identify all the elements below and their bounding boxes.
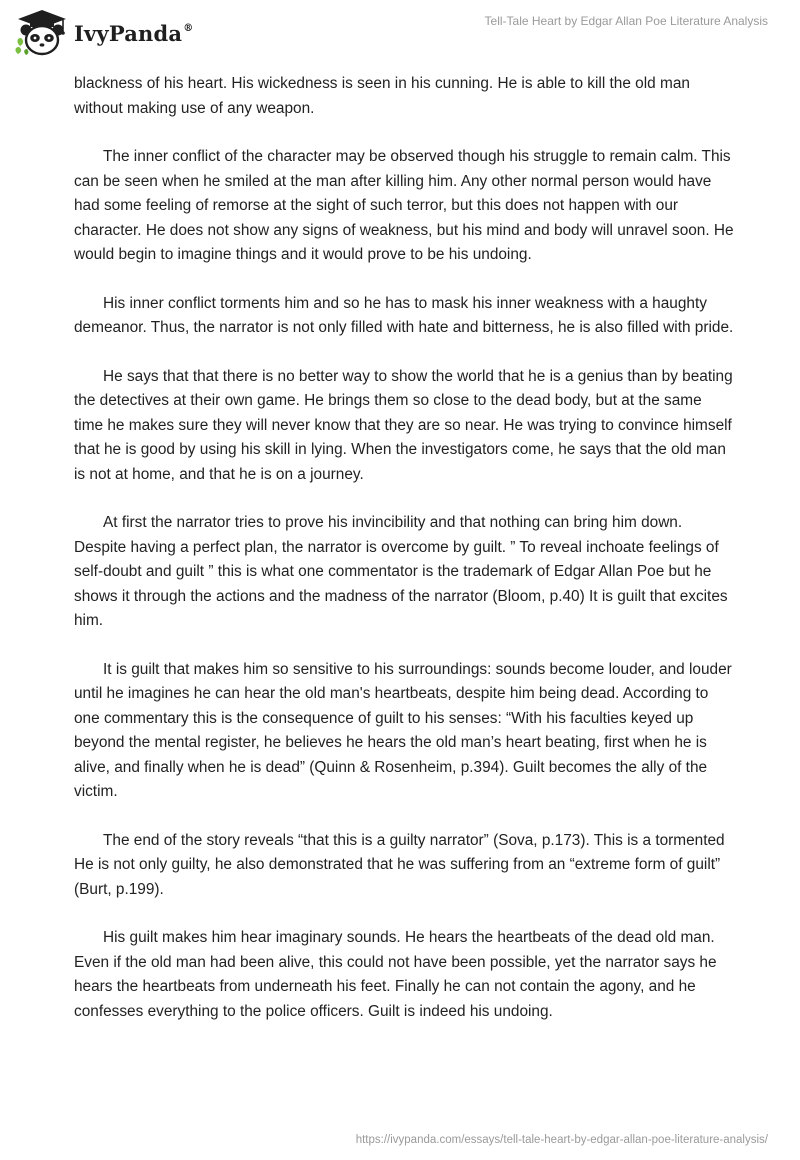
- paragraph: It is guilt that makes him so sensitive to his surroundings: sounds become louder, and louder until he imagines he can hear the old man's heartbeats, despite him being dead. According to one commentary this is the consequence of guilt to his senses: “With his faculties keyed up beyond the mental register, he believes he hears the old man’s heart beating, first when he is alive, and finally when he is dead” (Quinn & Rosenheim, p.394). Guilt becomes the ally of the victim.: [74, 660, 732, 800]
- paragraph: He says that that there is no better way to show the world that he is a genius than by beating the detectives at their own game. He brings them so close to the dead body, but at the same time he makes sure they will never know that they are so near. He was trying to convince himself that he is good by using his skill in lying. When the investigators come, he says that the old man is not at home, and that he is on a journey.: [74, 367, 733, 483]
- essay-body: [74, 72, 734, 1048]
- paragraph: His guilt makes him hear imaginary sounds. He hears the heartbeats of the dead old man. Even if the old man had been alive, this could not have been possible, yet the narrator says he hears the heartbeats from underneath his feet. Finally he can not contain the agony, and he confesses everything to the police officers. Guilt is indeed his undoing.: [74, 929, 717, 1020]
- page-header: [0, 0, 800, 60]
- brand-name: IvyPanda®: [74, 20, 194, 46]
- document-title: Tell-Tale Heart by Edgar Allan Poe Literature Analysis: [484, 14, 768, 28]
- registered-mark: ®: [183, 22, 194, 34]
- paragraph: At first the narrator tries to prove his invincibility and that nothing can bring him down. Despite having a perfect plan, the narrator is overcome by guilt. ” To reveal inchoate feelings of self-doubt and guilt ” this is what one commentator is the trademark of Edgar Allan Poe but he shows it through the actions and the madness of the narrator (Bloom, p.40) It is guilt that excites him.: [74, 514, 728, 629]
- source-url[interactable]: https://ivypanda.com/essays/tell-tale-heart-by-edgar-allan-poe-literature-analysis/: [355, 1134, 768, 1146]
- paragraph: The end of the story reveals “that this is a guilty narrator” (Sova, p.173). This is a tormented He is not only guilty, he also demonstrated that he was suffering from an “extreme form of guilt” (Burt, p.199).: [74, 831, 725, 898]
- panda-graduate-icon: [14, 8, 70, 58]
- ivypanda-logo[interactable]: [14, 8, 193, 58]
- paragraph: The inner conflict of the character may be observed though his struggle to remain calm. This can be seen when he smiled at the man after killing him. Any other normal person would have had some feeling of remorse at the sight of such terror, but this does not happen with our character. He does not show any signs of weakness, but his mind and body will unravel soon. He would begin to imagine things and it would prove to be his undoing.: [74, 148, 734, 263]
- paragraph-continuation: blackness of his heart. His wickedness is seen in his cunning. He is able to kill the old man without making use of any weapon.: [74, 75, 690, 117]
- paragraph: His inner conflict torments him and so he has to mask his inner weakness with a haughty demeanor. Thus, the narrator is not only filled with hate and bitterness, he is also filled with pride.: [74, 294, 734, 336]
